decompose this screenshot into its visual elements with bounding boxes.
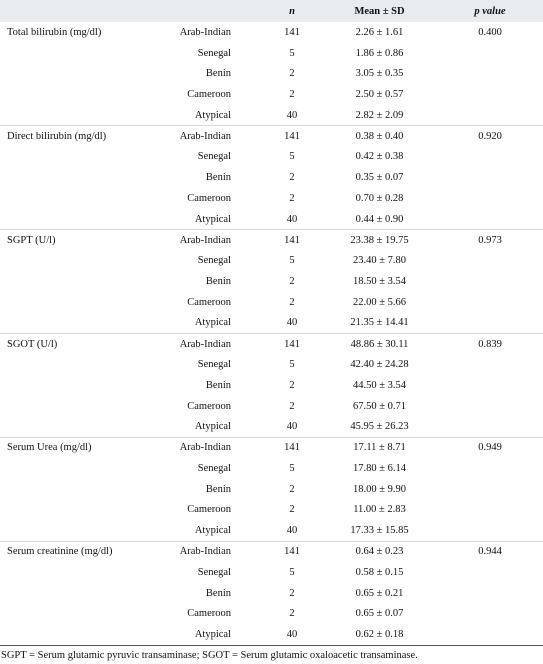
- parameter-name: [0, 417, 172, 438]
- parameter-name: [0, 354, 172, 375]
- parameter-name: [0, 313, 172, 334]
- p-value: [437, 188, 543, 209]
- parameter-name: Direct bilirubin (mg/dl): [0, 126, 172, 147]
- mean-sd-value: 67.50 ± 0.71: [352, 400, 406, 412]
- table-row: [0, 84, 543, 105]
- sample-size: 2: [289, 89, 295, 101]
- p-value: [437, 147, 543, 168]
- table-row: [0, 271, 543, 292]
- table-row: [0, 500, 543, 521]
- group-name: Cameroon: [187, 193, 231, 204]
- sample-size: 141: [262, 230, 322, 251]
- table-header-row: [0, 0, 543, 22]
- sample-size: 141: [262, 437, 322, 458]
- parameter-name: [0, 167, 172, 188]
- p-value: [437, 105, 543, 126]
- p-value: [437, 375, 543, 396]
- parameter-name: [0, 84, 172, 105]
- p-value: [437, 271, 543, 292]
- table-row: [0, 417, 543, 438]
- table-row: [0, 520, 543, 541]
- table-row: [0, 333, 543, 354]
- group-name: Benin: [205, 172, 231, 184]
- group-name: Arab-Indian: [172, 230, 262, 251]
- mean-sd-value: 0.58 ± 0.15: [355, 566, 404, 578]
- group-name: Senegal: [197, 359, 231, 371]
- mean-sd-value: 11.00 ± 2.83: [353, 504, 406, 516]
- table-row: [0, 209, 543, 230]
- group-name: Senegal: [197, 47, 231, 59]
- parameter-name: [0, 105, 172, 126]
- table-row: [0, 313, 543, 334]
- mean-sd-value: 0.35 ± 0.07: [355, 172, 404, 184]
- parameter-name: [0, 188, 172, 209]
- table-row: [0, 105, 543, 126]
- p-value: [437, 624, 543, 645]
- parameter-name: Serum Urea (mg/dl): [0, 437, 172, 458]
- table-row: [0, 562, 543, 583]
- parameter-name: [0, 209, 172, 230]
- parameter-name: [0, 479, 172, 500]
- sample-size: 40: [286, 629, 298, 641]
- sample-size: 40: [286, 213, 298, 225]
- table-row: [0, 43, 543, 64]
- mean-sd-value: 21.35 ± 14.41: [350, 317, 409, 329]
- group-name: Senegal: [197, 462, 231, 474]
- sample-size: 5: [289, 255, 295, 267]
- sample-size: 141: [262, 541, 322, 562]
- mean-sd-value: 0.42 ± 0.38: [355, 151, 404, 163]
- group-name: Cameroon: [187, 608, 231, 620]
- mean-sd-value: 44.50 ± 3.54: [352, 379, 406, 391]
- table-row: [0, 375, 543, 396]
- p-value: [437, 603, 543, 624]
- group-name: Arab-Indian: [172, 541, 262, 562]
- sample-size: 40: [286, 317, 298, 329]
- table-footnote: SGPT = Serum glutamic pyruvic transaminase; SGOT = Serum glutamic oxaloacetic transaminase.: [0, 645, 543, 661]
- sample-size: 2: [289, 193, 295, 204]
- mean-sd-value: 18.50 ± 3.54: [352, 276, 406, 288]
- sample-size: 2: [289, 172, 295, 184]
- mean-sd-value: 0.70 ± 0.28: [355, 193, 404, 204]
- parameter-name: [0, 271, 172, 292]
- parameter-name: [0, 250, 172, 271]
- group-name: Arab-Indian: [172, 333, 262, 354]
- mean-sd-value: 0.65 ± 0.21: [355, 587, 404, 599]
- mean-sd-value: 23.38 ± 19.75: [322, 230, 437, 251]
- table-row: [0, 479, 543, 500]
- parameter-name: [0, 64, 172, 85]
- mean-sd-value: 17.80 ± 6.14: [352, 462, 406, 474]
- p-value: [437, 458, 543, 479]
- parameter-name: [0, 43, 172, 64]
- p-value: [437, 292, 543, 313]
- mean-sd-value: 0.44 ± 0.90: [355, 213, 404, 225]
- mean-sd-value: 0.62 ± 0.18: [355, 629, 404, 641]
- sample-size: 141: [262, 126, 322, 147]
- mean-sd-value: 2.82 ± 2.09: [355, 109, 404, 121]
- parameter-name: [0, 458, 172, 479]
- table-row: [0, 583, 543, 604]
- table-row: [0, 250, 543, 271]
- group-name: Cameroon: [187, 89, 231, 101]
- p-value: [437, 500, 543, 521]
- mean-sd-value: 0.64 ± 0.23: [322, 541, 437, 562]
- group-name: Senegal: [197, 255, 231, 267]
- p-value: [437, 313, 543, 334]
- mean-sd-value: 0.38 ± 0.40: [322, 126, 437, 147]
- parameter-name: [0, 396, 172, 417]
- group-name: Benin: [205, 483, 231, 495]
- p-value: [437, 84, 543, 105]
- mean-sd-value: 48.86 ± 30.11: [322, 333, 437, 354]
- mean-sd-value: 22.00 ± 5.66: [352, 296, 406, 308]
- table-row: [0, 64, 543, 85]
- sample-size: 5: [289, 151, 295, 163]
- group-name: Arab-Indian: [172, 437, 262, 458]
- p-value: [437, 64, 543, 85]
- mean-sd-value: 2.26 ± 1.61: [355, 26, 404, 38]
- sample-size: 2: [289, 400, 295, 412]
- parameter-name: [0, 500, 172, 521]
- sample-size: 5: [289, 462, 295, 474]
- group-name: Benin: [205, 379, 231, 391]
- sample-size: 2: [289, 608, 295, 620]
- table-row: [0, 541, 543, 562]
- mean-sd-value: 18.00 ± 9.90: [352, 483, 406, 495]
- group-name: Atypical: [194, 629, 231, 641]
- p-value: 0.973: [437, 230, 543, 251]
- sample-size: 2: [289, 68, 295, 80]
- group-name: Benin: [205, 587, 231, 599]
- table-body: [0, 22, 543, 645]
- header-parameter: [0, 0, 172, 22]
- table-row: [0, 458, 543, 479]
- parameter-name: SGPT (U/l): [0, 230, 172, 251]
- sample-size: 2: [289, 296, 295, 308]
- p-value: 0.949: [437, 437, 543, 458]
- table-row: [0, 624, 543, 645]
- group-name: Atypical: [194, 213, 231, 225]
- mean-sd-value: 0.65 ± 0.07: [355, 608, 404, 620]
- p-value: [437, 354, 543, 375]
- group-name: Arab-Indian: [172, 126, 262, 147]
- parameter-name: [0, 562, 172, 583]
- table-row: [0, 603, 543, 624]
- p-value: [437, 562, 543, 583]
- table-row: [0, 167, 543, 188]
- mean-sd-value: 23.40 ± 7.80: [352, 255, 406, 267]
- table-row: [0, 230, 543, 251]
- header-group: [172, 0, 262, 22]
- table-row: [0, 437, 543, 458]
- sample-size: 2: [289, 504, 295, 516]
- p-value: 0.400: [478, 26, 502, 38]
- p-value: [437, 43, 543, 64]
- p-value: 0.944: [437, 541, 543, 562]
- table-row: [0, 292, 543, 313]
- p-value: [437, 209, 543, 230]
- parameter-name: [0, 292, 172, 313]
- group-name: Senegal: [197, 151, 231, 163]
- p-value: [437, 396, 543, 417]
- mean-sd-value: 45.95 ± 26.23: [350, 421, 409, 433]
- parameter-name: [0, 603, 172, 624]
- table-row: [0, 354, 543, 375]
- sample-size: 141: [262, 333, 322, 354]
- parameter-name: [0, 583, 172, 604]
- group-name: Cameroon: [187, 400, 231, 412]
- p-value: 0.839: [437, 333, 543, 354]
- sample-size: 5: [289, 359, 295, 371]
- group-name: Senegal: [197, 566, 231, 578]
- group-name: Benin: [205, 276, 231, 288]
- header-p-value: p value: [474, 5, 506, 17]
- p-value: [437, 250, 543, 271]
- group-name: Cameroon: [187, 504, 231, 516]
- p-value: [437, 583, 543, 604]
- group-name: Atypical: [194, 317, 231, 329]
- sample-size: 5: [289, 47, 295, 59]
- mean-sd-value: 42.40 ± 24.28: [350, 359, 409, 371]
- table-row: [0, 147, 543, 168]
- table-row: [0, 396, 543, 417]
- sample-size: 2: [289, 379, 295, 391]
- sample-size: 2: [289, 276, 295, 288]
- parameter-name: [0, 520, 172, 541]
- sample-size: 40: [286, 421, 298, 433]
- parameter-name: Serum creatinine (mg/dl): [0, 541, 172, 562]
- p-value: [437, 520, 543, 541]
- table-row: [0, 22, 543, 43]
- sample-size: 5: [289, 566, 295, 578]
- group-name: Arab-Indian: [179, 26, 231, 38]
- mean-sd-value: 1.86 ± 0.86: [355, 47, 404, 59]
- sample-size: 40: [286, 109, 298, 121]
- mean-sd-value: 2.50 ± 0.57: [355, 89, 404, 101]
- parameter-name: Total bilirubin (mg/dl): [7, 26, 102, 38]
- table-row: [0, 188, 543, 209]
- group-name: Atypical: [194, 525, 231, 536]
- p-value: [437, 479, 543, 500]
- parameter-name: [0, 375, 172, 396]
- p-value: [437, 417, 543, 438]
- header-mean-sd: Mean ± SD: [354, 5, 405, 17]
- sample-size: 2: [289, 483, 295, 495]
- header-n: n: [289, 5, 295, 17]
- sample-size: 2: [289, 587, 295, 599]
- group-name: Benin: [205, 68, 231, 80]
- mean-sd-value: 3.05 ± 0.35: [355, 68, 404, 80]
- group-name: Atypical: [194, 421, 231, 433]
- group-name: Cameroon: [187, 296, 231, 308]
- parameter-name: [0, 147, 172, 168]
- p-value: 0.920: [437, 126, 543, 147]
- parameter-name: [0, 624, 172, 645]
- table-row: [0, 126, 543, 147]
- sample-size: 40: [286, 525, 298, 536]
- mean-sd-value: 17.33 ± 15.85: [350, 525, 409, 536]
- parameter-name: SGOT (U/l): [0, 333, 172, 354]
- sample-size: 141: [284, 26, 300, 38]
- p-value: [437, 167, 543, 188]
- mean-sd-value: 17.11 ± 8.71: [322, 437, 437, 458]
- group-name: Atypical: [194, 109, 231, 121]
